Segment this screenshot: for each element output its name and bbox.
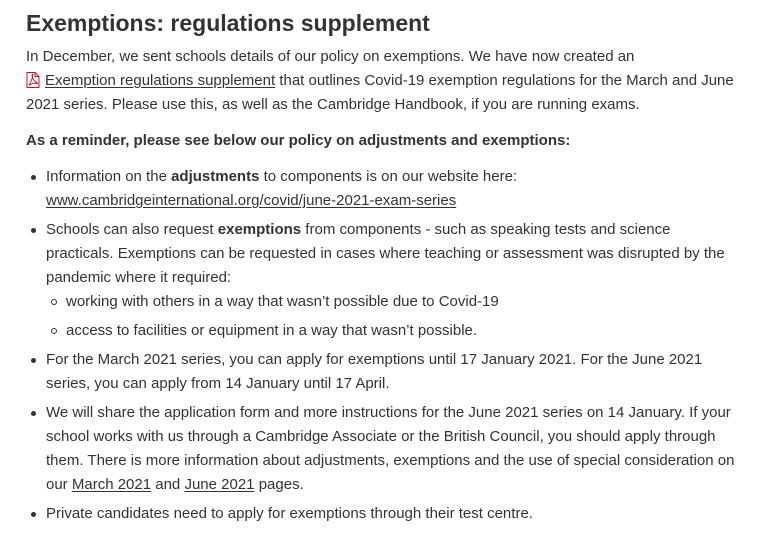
list-item-exemptions — [46, 218, 739, 343]
exemptions-text-before: Schools can also request — [46, 221, 218, 238]
intro-paragraph — [26, 45, 739, 117]
application-text: We will share the application form and more instructions for the June 2021 series on 14 January. If your school works with us through a Cambridge Associate or the British Council, you should apply through them. There is more information about adjustments, exemptions and the use of special consideration on our — [46, 404, 735, 493]
march-2021-link[interactable]: March 2021 — [71, 476, 152, 493]
exemptions-text-after: from components - such as speaking tests and science practicals. Exemptions can be requested in cases where teaching or assessment was disrupted by the pandemic where it required: — [46, 221, 725, 286]
reminder-heading: As a reminder, please see below our policy on adjustments and exemptions: — [26, 132, 571, 149]
policy-list — [26, 165, 739, 526]
adjustments-text-after: to components is on our website here: — [259, 168, 518, 185]
exemption-conditions-list — [46, 290, 739, 343]
list-item-dates: For the March 2021 series, you can apply for exemptions until 17 January 2021. For the June 2021 series, you can apply from 14 January until 17 April. — [46, 348, 739, 396]
pdf-icon — [26, 72, 40, 88]
sub-list-item: access to facilities or equipment in a way that wasn’t possible. — [66, 319, 739, 343]
exemption-supplement-link[interactable] — [26, 72, 275, 89]
application-text-end: pages. — [254, 476, 304, 493]
adjustments-text-before: Information on the — [46, 168, 172, 185]
covid-exam-series-link[interactable]: www.cambridgeinternational.org/covid/june-2021-exam-series — [46, 192, 457, 209]
list-item-application — [46, 401, 739, 497]
exemption-supplement-link-text: Exemption regulations supplement — [45, 72, 276, 89]
intro-text-after: that outlines Covid-19 exemption regulations for the March and June 2021 series. Please use this, as well as the Cambridge Handbook, if you are running exams. — [26, 72, 734, 113]
exemptions-bold: exemptions — [217, 221, 302, 238]
list-item-private-candidates: Private candidates need to apply for exemptions through their test centre. — [46, 502, 739, 526]
list-item-adjustments — [46, 165, 739, 213]
adjustments-bold: adjustments — [171, 168, 260, 185]
june-2021-link[interactable]: June 2021 — [184, 476, 255, 493]
page-title: Exemptions: regulations supplement — [26, 10, 430, 36]
sub-list-item: working with others in a way that wasn’t possible due to Covid-19 — [66, 290, 739, 314]
application-text-middle: and — [151, 476, 185, 493]
intro-text-before: In December, we sent schools details of our policy on exemptions. We have now created an — [26, 48, 635, 65]
